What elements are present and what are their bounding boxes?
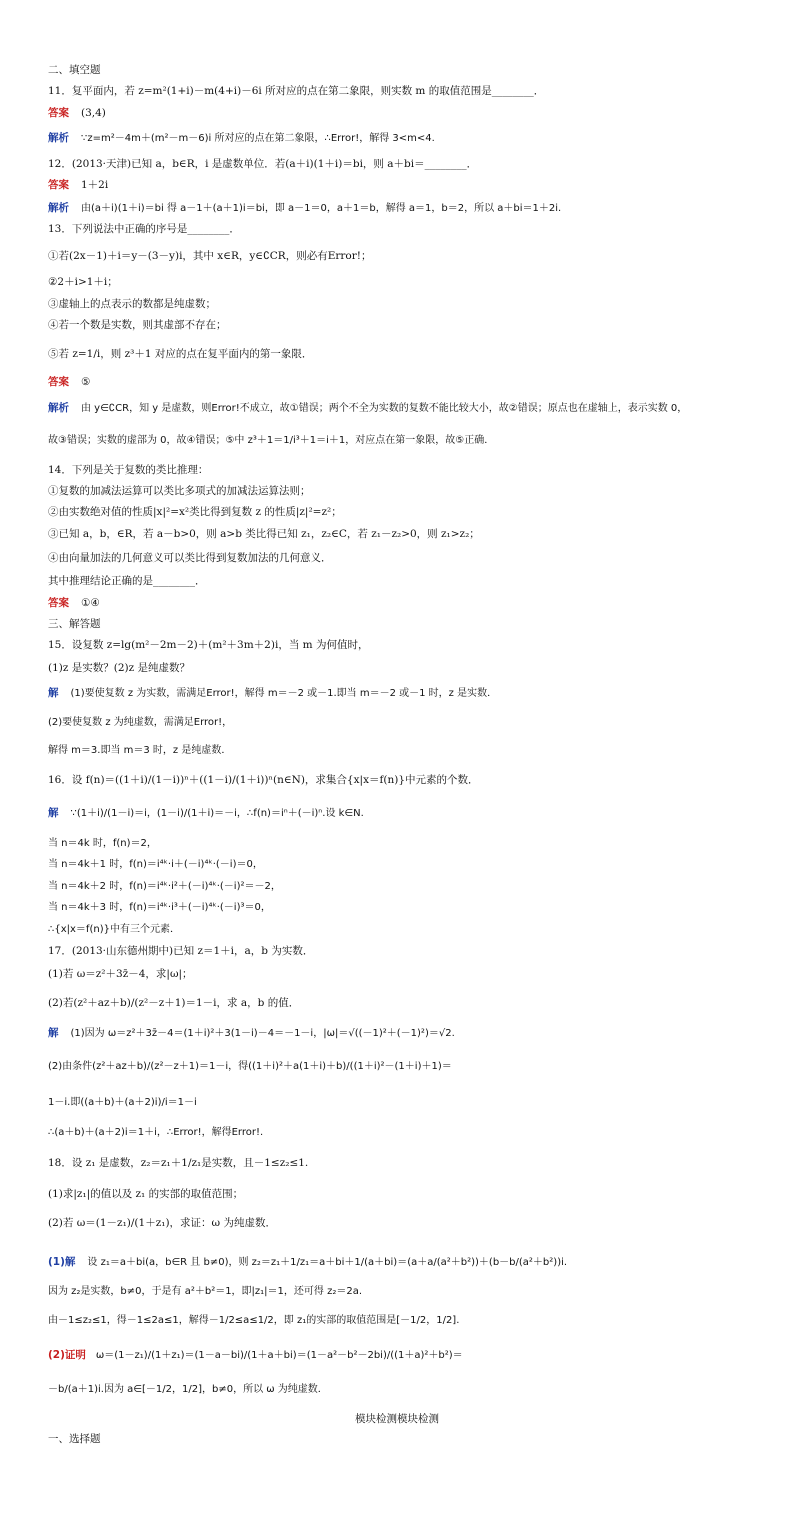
solution-text: 由(a＋i)(1＋i)＝bi 得 a－1＋(a＋1)i＝bi，即 a－1＝0，a＋1＝b，解得 a＝1，b＝2，所以 a＋bi＝1＋2i. xyxy=(81,203,562,214)
answer-label: 答案 xyxy=(48,597,69,609)
solution-15 xyxy=(48,686,764,701)
question-14-item-4: ④由向量加法的几何意义可以类比得到复数加法的几何意义． xyxy=(48,552,332,564)
question-13: 13．下列说法中正确的序号是________． xyxy=(48,223,240,235)
question-17-part-2: (2)若(z²＋az＋b)/(z²－z＋1)＝1－i，求 a，b 的值． xyxy=(48,997,300,1009)
question-13-item-2: ②2＋i>1＋i； xyxy=(48,276,118,288)
question-13-item-4: ④若一个数是实数，则其虚部不存在； xyxy=(48,319,227,331)
solution-18 xyxy=(48,1255,764,1270)
answer-value: ①④ xyxy=(81,597,100,609)
solution-16-conclusion: ∴{x|x＝f(n)}中有三个元素． xyxy=(48,924,180,935)
question-14-conclusion: 其中推理结论正确的是________． xyxy=(48,575,206,587)
question-18: 18．设 z₁ 是虚数，z₂＝z₁＋1/z₁是实数，且－1≤z₂≤1. xyxy=(48,1157,309,1169)
solution-label: 解析 xyxy=(48,132,69,144)
question-17-part-1: (1)若 ω＝z²＋3z̄－4，求|ω|； xyxy=(48,968,193,980)
proof-label: (2)证明 xyxy=(48,1349,86,1361)
solution-17 xyxy=(48,1026,764,1041)
solution-18-step: 因为 z₂是实数，b≠0，于是有 a²＋b²＝1，即|z₁|＝1，还可得 z₂＝2a. xyxy=(48,1286,363,1297)
solution-17-result: ∴(a＋b)＋(a＋2)i＝1＋i，∴Error!，解得Error!. xyxy=(48,1127,264,1138)
answer-value: ⑤ xyxy=(81,376,91,388)
module-title: 模块检测模块检测 xyxy=(355,1413,439,1425)
answer-label: 答案 xyxy=(48,107,69,119)
solution-text: 设 z₁＝a＋bi(a，b∈R 且 b≠0)，则 z₂＝z₁＋1/z₁＝a＋bi＋1/(a＋bi)＝(a＋a/(a²＋b²))＋(b－b/(a²＋b²))i. xyxy=(87,1257,568,1268)
answer-value: 1＋2i xyxy=(81,179,109,191)
solution-13-continued: 故③错误；实数的虚部为 0，故④错误；⑤中 z³＋1＝1/i³＋1＝i＋1，对应点在第一象限，故⑤正确． xyxy=(48,435,495,446)
solution-16 xyxy=(48,806,764,821)
section-heading-answers: 三、解答题 xyxy=(48,618,101,630)
solution-text: (1)因为 ω＝z²＋3z̄－4＝(1＋i)²＋3(1－i)－4＝－1－i，|ω|＝√((－1)²＋(－1)²)＝√2. xyxy=(70,1028,455,1039)
question-17: 17．(2013·山东德州期中)已知 z＝1＋i，a，b 为实数． xyxy=(48,945,314,957)
question-15-parts: (1)z 是实数？(2)z 是纯虚数？ xyxy=(48,662,190,674)
question-15: 15．设复数 z=lg(m²－2m－2)＋(m²＋3m＋2)i，当 m 为何值时， xyxy=(48,639,369,651)
proof-18 xyxy=(48,1348,764,1363)
solution-11 xyxy=(48,131,764,146)
solution-16-case-0: 当 n＝4k 时，f(n)＝2， xyxy=(48,838,157,849)
solution-16-case-1: 当 n＝4k＋1 时，f(n)＝i⁴ᵏ·i＋(－i)⁴ᵏ·(－i)＝0， xyxy=(48,859,263,870)
answer-label: 答案 xyxy=(48,179,69,191)
solution-label: 解析 xyxy=(48,402,69,414)
answer-value: (3,4) xyxy=(81,107,106,119)
solution-text: 由 y∈∁CR，知 y 是虚数，则Error!不成立，故①错误；两个不全为实数的复数不能比较大小，故②错误；原点也在虚轴上，表示实数 0， xyxy=(81,403,688,414)
solution-label: 解 xyxy=(48,687,59,699)
answer-13 xyxy=(48,375,764,389)
section-heading-fill-in: 二、填空题 xyxy=(48,64,101,76)
proof-text: ω＝(1－z₁)/(1＋z₁)＝(1－a－bi)/(1＋a＋bi)＝(1－a²－b²－2bi)/((1＋a)²＋b²)＝ xyxy=(95,1350,463,1361)
answer-12 xyxy=(48,178,764,192)
question-11: 11．复平面内，若 z=m²(1+i)－m(4+i)－6i 所对应的点在第二象限，则实数 m 的取值范围是________． xyxy=(48,85,545,97)
solution-15-result: 解得 m＝3.即当 m＝3 时，z 是纯虚数． xyxy=(48,745,232,756)
answer-14 xyxy=(48,596,764,610)
answer-11 xyxy=(48,106,764,120)
solution-label: 解 xyxy=(48,807,59,819)
section-heading-choice: 一、选择题 xyxy=(48,1433,101,1445)
question-14: 14．下列是关于复数的类比推理： xyxy=(48,464,209,476)
question-14-item-2: ②由实数绝对值的性质|x|²=x²类比得到复数 z 的性质|z|²=z²； xyxy=(48,506,342,518)
solution-label: (1)解 xyxy=(48,1256,76,1268)
solution-15-part-2: (2)要使复数 z 为纯虚数，需满足Error!， xyxy=(48,717,233,728)
solution-12 xyxy=(48,201,764,216)
solution-13 xyxy=(48,401,764,416)
solution-label: 解 xyxy=(48,1027,59,1039)
solution-18-range: 由－1≤z₂≤1，得－1≤2a≤1，解得－1/2≤a≤1/2，即 z₁的实部的取值范围是[－1/2，1/2]. xyxy=(48,1315,460,1326)
solution-text: (1)要使复数 z 为实数，需满足Error!，解得 m＝－2 或－1.即当 m＝－2 或－1 时，z 是实数． xyxy=(70,688,498,699)
question-14-item-3: ③已知 a，b，∈R，若 a－b>0，则 a>b 类比得已知 z₁，z₂∈C，若 z₁－z₂>0，则 z₁>z₂； xyxy=(48,528,480,540)
solution-17-step: 1－i.即((a＋b)＋(a＋2)i)/i＝1－i xyxy=(48,1097,197,1108)
solution-17-part-2: (2)由条件(z²＋az＋b)/(z²－z＋1)＝1－i，得((1＋i)²＋a(1＋i)＋b)/((1＋i)²－(1＋i)＋1)＝ xyxy=(48,1061,452,1072)
question-13-item-3: ③虚轴上的点表示的数都是纯虚数； xyxy=(48,298,216,310)
question-12: 12．(2013·天津)已知 a，b∈R，i 是虚数单位．若(a＋i)(1＋i)＝bi，则 a＋bi＝________． xyxy=(48,158,478,170)
solution-label: 解析 xyxy=(48,202,69,214)
proof-18-conclusion: －b/(a＋1)i.因为 a∈[－1/2，1/2]，b≠0，所以 ω 为纯虚数． xyxy=(48,1384,328,1395)
solution-text: ∵z=m²－4m＋(m²－m－6)i 所对应的点在第二象限，∴Error!，解得 3<m<4. xyxy=(81,133,435,144)
question-16: 16．设 f(n)＝((1＋i)/(1－i))ⁿ＋((1－i)/(1＋i))ⁿ(n∈N)，求集合{x|x＝f(n)}中元素的个数． xyxy=(48,774,479,786)
solution-16-case-2: 当 n＝4k＋2 时，f(n)＝i⁴ᵏ·i²＋(－i)⁴ᵏ·(－i)²＝－2， xyxy=(48,881,281,892)
solution-16-case-3: 当 n＝4k＋3 时，f(n)＝i⁴ᵏ·i³＋(－i)⁴ᵏ·(－i)³＝0， xyxy=(48,902,271,913)
question-18-part-1: (1)求|z₁|的值以及 z₁ 的实部的取值范围； xyxy=(48,1188,244,1200)
answer-label: 答案 xyxy=(48,376,69,388)
question-14-item-1: ①复数的加减法运算可以类比多项式的加减法运算法则； xyxy=(48,485,311,497)
question-13-item-1: ①若(2x－1)＋i＝y－(3－y)i，其中 x∈R，y∈∁CR，则必有Error!； xyxy=(48,250,372,262)
question-18-part-2: (2)若 ω＝(1－z₁)/(1＋z₁)，求证：ω 为纯虚数． xyxy=(48,1217,276,1229)
solution-text: ∵(1＋i)/(1－i)＝i，(1－i)/(1＋i)＝－i，∴f(n)＝iⁿ＋(－i)ⁿ.设 k∈N. xyxy=(70,808,364,819)
question-13-item-5: ⑤若 z=1/i，则 z³＋1 对应的点在复平面内的第一象限． xyxy=(48,348,313,360)
